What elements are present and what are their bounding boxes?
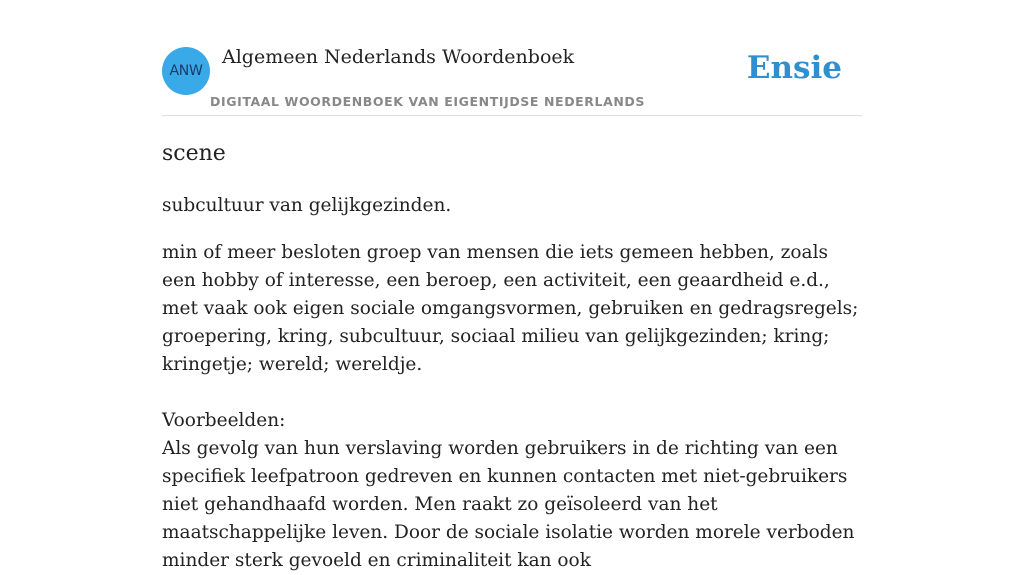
ensie-brand-logo[interactable]: Ensie [746, 50, 842, 86]
entry-summary: subcultuur van gelijkgezinden. [162, 195, 452, 216]
site-title[interactable]: Algemeen Nederlands Woordenboek [222, 46, 575, 68]
page-container [162, 0, 862, 571]
entry-headword: scene [162, 141, 226, 166]
logo-text: ANW [169, 63, 203, 79]
site-header [162, 0, 862, 116]
entry-definition-block [162, 239, 864, 575]
site-subtitle: DIGITAAL WOORDENBOEK VAN EIGENTIJDSE NEDERLANDS [210, 94, 646, 109]
anw-logo[interactable] [162, 47, 210, 95]
example-text: Als gevolg van hun verslaving worden gebruikers in de richting van een specifiek leefpatroon gedreven en kunnen contacten met niet-gebruikers niet gehandhaafd worden. Men raakt zo geïsoleerd van het maatschappelijke leven. Door de sociale isolatie worden morele verboden minder sterk gevoeld en criminaliteit kan ook [162, 438, 855, 571]
examples-label: Voorbeelden: [162, 410, 286, 431]
entry-definition: min of meer besloten groep van mensen die iets gemeen hebben, zoals een hobby of interesse, een beroep, een activiteit, een geaardheid e.d., met vaak ook eigen sociale omgangsvormen, gebruiken en gedragsregels; groepering, kring, subcultuur, sociaal milieu van gelijkgezinden; kring; kringetje; wereld; wereldje. [162, 242, 859, 375]
